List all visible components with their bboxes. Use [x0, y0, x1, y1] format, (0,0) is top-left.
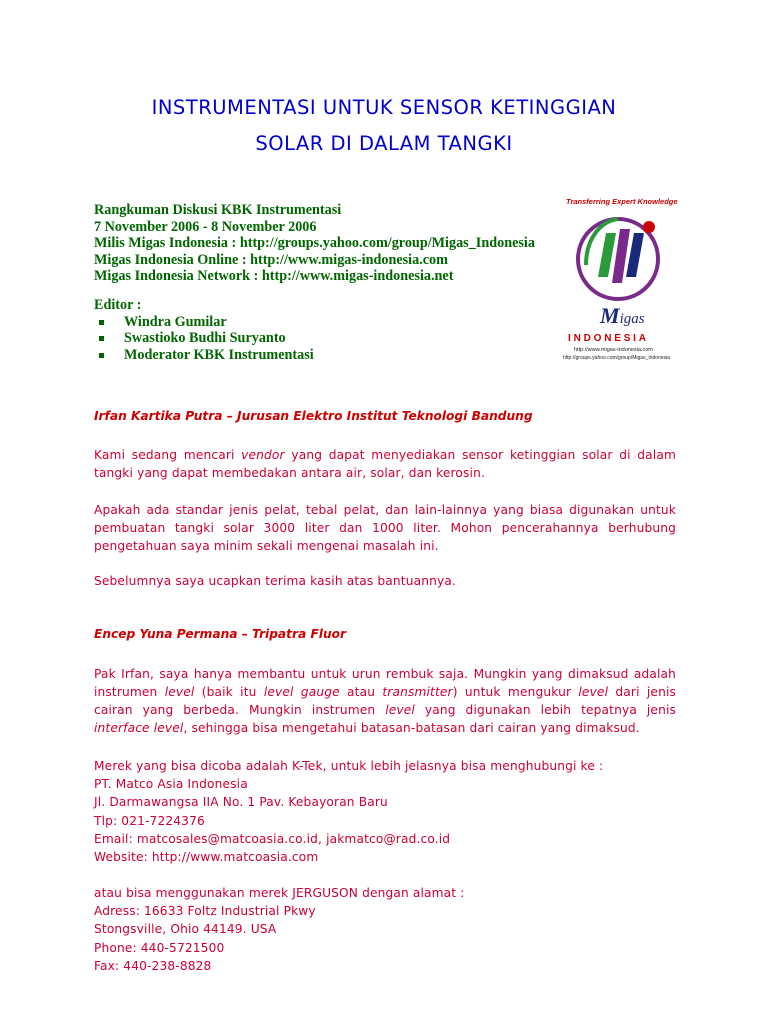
editor-label: Editor : [94, 297, 142, 313]
logo-url-2: http://groups.yahoo.com/group/Migas_Indonesia [563, 355, 671, 361]
post-paragraph: Apakah ada standar jenis pelat, tebal pelat, dan lain-lainnya yang biasa digunakan untuk pembuatan tangki solar 3000 liter dan 1000 liter. Mohon pencerahannya berhubung pengetahuan saya minim sekali mengenai masalah ini. [94, 503, 676, 553]
logo-country: INDONESIA [568, 333, 649, 344]
editor-list [94, 314, 314, 364]
contact-line: Email: matcosales@matcoasia.co.id, jakmatco@rad.co.id [94, 831, 451, 846]
contact-line: Phone: 440-5721500 [94, 940, 225, 955]
contact-line: atau bisa menggunakan merek JERGUSON dengan alamat : [94, 886, 465, 900]
editor-item: Windra Gumilar [94, 314, 314, 331]
contact-line: Merek yang bisa dicoba adalah K-Tek, untuk lebih jelasnya bisa menghubungi ke : [94, 759, 604, 773]
bullet-icon [99, 320, 104, 325]
logo-url-1: http://www.migas-indonesia.com [574, 347, 653, 353]
meta-line: Migas Indonesia Online : http://www.migas-indonesia.com [94, 251, 448, 268]
meta-line: 7 November 2006 - 8 November 2006 [94, 218, 317, 235]
post-paragraph: Pak Irfan, saya hanya membantu untuk urun rembuk saja. Mungkin yang dimaksud adalah instrumen level (baik itu level gauge atau transmitter) untuk mengukur level dari jenis cairan yang berbeda. Mungkin instrumen level yang digunakan lebih tepatnya jenis interface level, sehingga bisa mengetahui batasan-batasan dari cairan yang dimaksud. [94, 667, 676, 735]
editor-item: Swastioko Budhi Suryanto [94, 330, 314, 347]
document-title-line-2: SOLAR DI DALAM TANGKI [255, 132, 513, 155]
post-author: Irfan Kartika Putra – Jurusan Elektro Institut Teknologi Bandung [94, 409, 533, 423]
contact-block-jerguson [94, 884, 465, 975]
post-paragraph: Sebelumnya saya ucapkan terima kasih atas bantuannya. [94, 574, 456, 588]
meta-line: Migas Indonesia Network : http://www.migas-indonesia.net [94, 268, 454, 285]
editor-block [94, 297, 314, 363]
post-author: Encep Yuna Permana – Tripatra Fluor [94, 627, 347, 641]
document-title-line-1: INSTRUMENTASI UNTUK SENSOR KETINGGIAN [151, 96, 617, 119]
meta-line: Rangkuman Diskusi KBK Instrumentasi [94, 202, 342, 218]
logo-tagline: Transferring Expert Knowledge [566, 197, 678, 206]
contact-line: Tlp: 021-7224376 [94, 813, 205, 828]
meta-line: Milis Migas Indonesia : http://groups.yahoo.com/group/Migas_Indonesia [94, 235, 535, 252]
bullet-icon [99, 336, 104, 341]
contact-line: Fax: 440-238-8828 [94, 958, 212, 973]
contact-line: Adress: 16633 Foltz Industrial Pkwy [94, 904, 316, 919]
contact-line: Website: http://www.matcoasia.com [94, 850, 319, 865]
contact-line: Jl. Darmawangsa IIA No. 1 Pav. Kebayoran Baru [94, 795, 388, 810]
logo-brand: Migas [600, 303, 645, 328]
contact-block-matco [94, 757, 603, 866]
contact-line: PT. Matco Asia Indonesia [94, 777, 248, 792]
contact-line: Stongsville, Ohio 44149. USA [94, 922, 277, 937]
editor-item: Moderator KBK Instrumentasi [94, 347, 314, 364]
migas-indonesia-logo [560, 195, 678, 370]
summary-meta [94, 202, 564, 285]
migas-emblem-icon [576, 213, 662, 305]
bullet-icon [99, 353, 104, 358]
post-paragraph: Kami sedang mencari vendor yang dapat menyediakan sensor ketinggian solar di dalam tangki yang dapat membedakan antara air, solar, dan kerosin. [94, 448, 676, 480]
